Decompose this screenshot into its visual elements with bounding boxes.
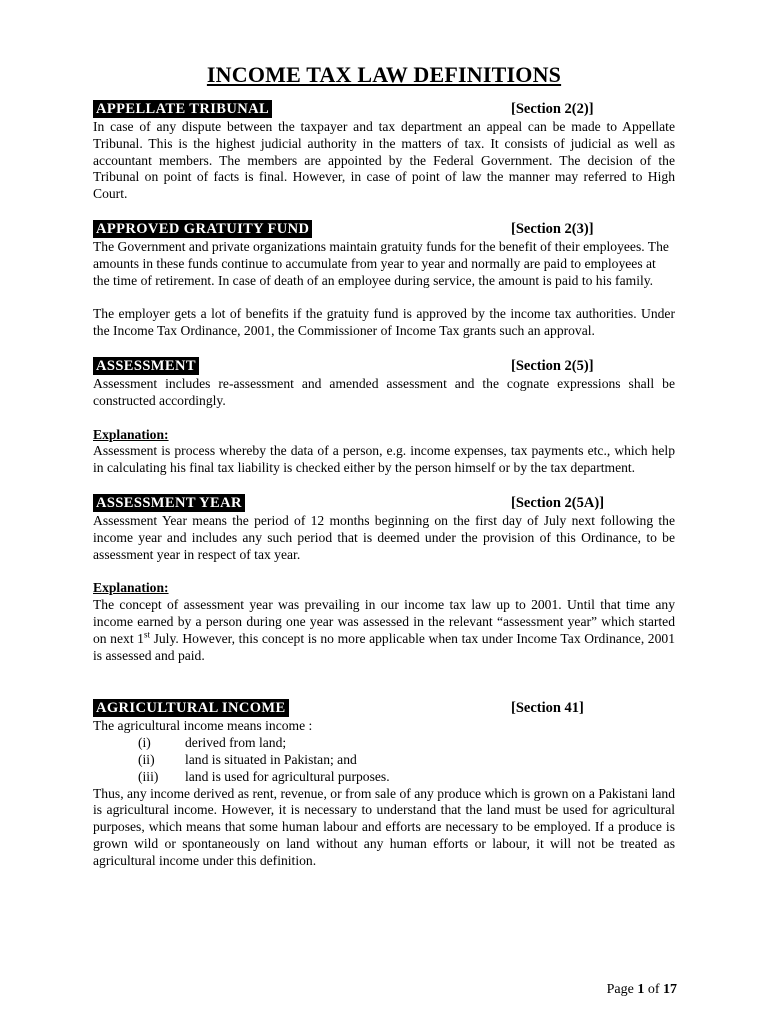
section-reference: [Section 2(5A)] bbox=[511, 494, 605, 511]
heading-appellate-tribunal bbox=[93, 100, 675, 118]
explanation-heading: Explanation: bbox=[93, 580, 169, 596]
explanation-text bbox=[93, 597, 675, 664]
document-page bbox=[93, 62, 675, 870]
heading-agricultural-income bbox=[93, 699, 675, 717]
definition-text: In case of any dispute between the taxpayer and tax department an appeal can be made to Appellate Tribunal. This is the highest judicial authority in the matters of tax. It consists of judicial as well as accountant members. The members are appointed by the Federal Government. The decision of the Tribunal on point of facts is final. However, in case of point of law the manner may referred to High Court. bbox=[93, 119, 675, 202]
list-item bbox=[93, 735, 675, 752]
term-label: APPROVED GRATUITY FUND bbox=[93, 220, 312, 238]
definition-text: The Government and private organizations maintain gratuity funds for the benefit of their employees. The amounts in these funds continue to accumulate from year to year and normally are paid to employees at the time of retirement. In case of death of an employee during service, the amount is paid to his family. bbox=[93, 238, 669, 288]
page-number: 1 bbox=[637, 982, 645, 997]
page-total: 17 bbox=[663, 982, 677, 997]
list-text: derived from land; bbox=[185, 735, 287, 751]
superscript: st bbox=[143, 629, 150, 640]
explanation-heading: Explanation: bbox=[93, 426, 169, 442]
list-number: (ii) bbox=[138, 751, 155, 767]
heading-assessment-year bbox=[93, 494, 675, 512]
list-number: (i) bbox=[138, 735, 151, 751]
explanation-text: Assessment is process whereby the data of a person, e.g. income expenses, tax payments etc., which help in calculating his final tax liability is checked either by the person himself or by the tax department. bbox=[93, 443, 675, 476]
list-item bbox=[93, 752, 675, 769]
list-text: land is situated in Pakistan; and bbox=[185, 751, 357, 767]
definition-text: Assessment Year means the period of 12 months beginning on the first day of July next following the income year and includes any such period that is deemed under the provision of this Ordinance, to be assessment year in respect of tax year. bbox=[93, 512, 675, 562]
definition-text: The employer gets a lot of benefits if the gratuity fund is approved by the income tax authorities. Under the Income Tax Ordinance, 2001, the Commissioner of Income Tax grants such an approval. bbox=[93, 306, 675, 339]
section-reference: [Section 41] bbox=[511, 700, 584, 717]
definition-text: Assessment includes re-assessment and amended assessment and the cognate expressions shall be constructed accordingly. bbox=[93, 375, 675, 408]
term-label: AGRICULTURAL INCOME bbox=[93, 699, 289, 717]
list-number: (iii) bbox=[138, 768, 159, 784]
term-label: ASSESSMENT YEAR bbox=[93, 494, 245, 512]
page-label: Page bbox=[606, 982, 634, 997]
page-title: INCOME TAX LAW DEFINITIONS bbox=[206, 62, 562, 87]
heading-approved-gratuity-fund bbox=[93, 220, 675, 238]
list-text: land is used for agricultural purposes. bbox=[185, 768, 390, 784]
term-label: APPELLATE TRIBUNAL bbox=[93, 100, 272, 118]
definition-text: Thus, any income derived as rent, revenue, or from sale of any produce which is grown on a Pakistani land is agricultural income. However, it is necessary to understand that the land must be used for agricultural purposes, which means that some human labour and efforts are necessary to be employed. If a produce is grown wild or spontaneously on land without any human efforts or labour, it will not be treated as agricultural income under this definition. bbox=[93, 785, 675, 868]
definition-intro: The agricultural income means income : bbox=[93, 718, 313, 734]
term-label: ASSESSMENT bbox=[93, 357, 199, 375]
list-item bbox=[93, 769, 675, 786]
section-reference: [Section 2(5)] bbox=[511, 357, 594, 374]
explanation-part: The concept of assessment year was prevailing in our income tax law up to 2001. Until that time any income earned by a person during one year was assessed in the relevant “assessment year” which started on next 1 bbox=[93, 597, 675, 646]
section-reference: [Section 2(2)] bbox=[511, 101, 594, 117]
page-footer bbox=[607, 982, 677, 998]
of-label: of bbox=[647, 982, 660, 997]
condition-list bbox=[93, 735, 675, 785]
explanation-part: July. However, this concept is no more applicable when tax under Income Tax Ordinance, 2001 is assessed and paid. bbox=[93, 630, 675, 663]
heading-assessment bbox=[93, 357, 675, 375]
section-reference: [Section 2(3)] bbox=[511, 220, 594, 237]
